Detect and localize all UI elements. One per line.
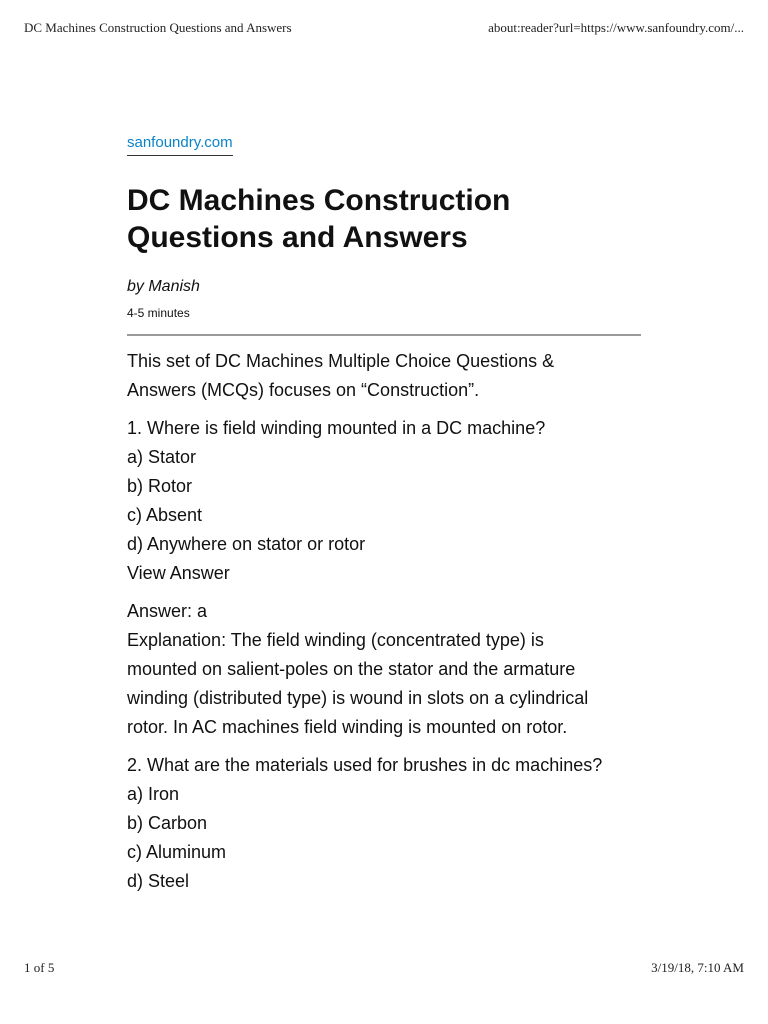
header-divider [127, 334, 641, 336]
article [127, 134, 641, 905]
option-c: c) Aluminum [127, 842, 227, 862]
intro-line: This set of DC Machines Multiple Choice Questions & [127, 351, 555, 371]
option-c: c) Absent [127, 505, 203, 525]
article-content [127, 347, 641, 896]
explanation-line: winding (distributed type) is wound in slots on a cylindrical [127, 688, 589, 708]
answer-block-1 [127, 597, 641, 742]
intro-line: Answers (MCQs) focuses on “Construction”. [127, 380, 480, 400]
option-b: b) Carbon [127, 813, 208, 833]
option-b: b) Rotor [127, 476, 193, 496]
question-block-1 [127, 414, 641, 588]
option-d: d) Anywhere on stator or rotor [127, 534, 366, 554]
source-domain-link[interactable]: sanfoundry.com [127, 134, 233, 156]
page-number: 1 of 5 [24, 960, 55, 975]
title-line-1: DC Machines Construction [127, 184, 511, 217]
explanation-line: rotor. In AC machines field winding is mounted on rotor. [127, 717, 568, 737]
question-text: 1. Where is field winding mounted in a DC machine? [127, 418, 546, 438]
page-title [127, 182, 641, 256]
print-timestamp: 3/19/18, 7:10 AM [651, 960, 744, 975]
answer-text: Answer: a [127, 601, 208, 621]
author-byline: by Manish [127, 278, 200, 295]
reading-time: 4-5 minutes [127, 306, 190, 320]
explanation-line: Explanation: The field winding (concentrated type) is [127, 630, 544, 650]
explanation-line: mounted on salient-poles on the stator and the armature [127, 659, 576, 679]
print-header [24, 20, 744, 36]
title-line-2: Questions and Answers [127, 221, 468, 254]
option-a: a) Stator [127, 447, 197, 467]
intro-paragraph [127, 347, 641, 405]
print-footer [24, 960, 744, 976]
print-header-title: DC Machines Construction Questions and Answers [24, 20, 292, 35]
question-text: 2. What are the materials used for brushes in dc machines? [127, 755, 603, 775]
option-a: a) Iron [127, 784, 180, 804]
question-block-2 [127, 751, 641, 896]
view-answer-button[interactable]: View Answer [127, 563, 230, 583]
print-header-url: about:reader?url=https://www.sanfoundry.com/... [488, 20, 744, 35]
option-d: d) Steel [127, 871, 190, 891]
